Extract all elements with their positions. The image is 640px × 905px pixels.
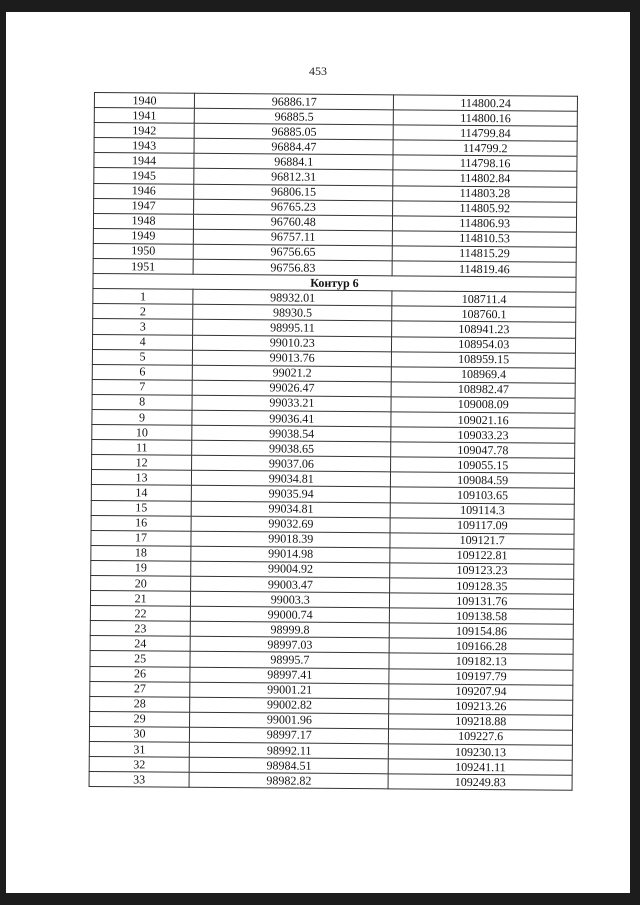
x-coordinate-cell: 99021.2 [192,365,391,382]
point-number-cell: 1950 [93,243,193,259]
point-number-cell: 26 [90,666,190,682]
point-number-cell: 14 [91,485,191,501]
y-coordinate-cell: 114803.28 [393,185,577,202]
point-number-cell: 30 [89,726,189,742]
x-coordinate-cell: 96885.5 [194,108,393,125]
y-coordinate-cell: 109230.13 [389,744,573,761]
x-coordinate-cell: 99035.94 [191,486,390,503]
y-coordinate-cell: 109154.86 [390,623,574,640]
point-number-cell: 33 [89,772,189,788]
y-coordinate-cell: 114802.84 [393,170,577,187]
point-number-cell: 1945 [94,168,194,184]
x-coordinate-cell: 99001.96 [190,712,389,729]
y-coordinate-cell: 109138.58 [390,608,574,625]
point-number-cell: 27 [90,681,190,697]
point-number-cell: 9 [92,409,192,425]
x-coordinate-cell: 96884.1 [194,154,393,171]
x-coordinate-cell: 99003.3 [191,591,390,608]
point-number-cell: 1944 [94,153,194,169]
x-coordinate-cell: 98999.8 [190,622,389,639]
point-number-cell: 32 [89,757,189,773]
point-number-cell: 1951 [93,259,193,275]
x-coordinate-cell: 99001.21 [190,682,389,699]
x-coordinate-cell: 99036.41 [192,410,391,427]
y-coordinate-cell: 109021.16 [391,412,575,429]
x-coordinate-cell: 96884.47 [194,139,393,156]
x-coordinate-cell: 98997.03 [190,637,389,654]
y-coordinate-cell: 109131.76 [390,593,574,610]
page-number: 453 [309,64,327,78]
x-coordinate-cell: 99000.74 [191,606,390,623]
x-coordinate-cell: 98930.5 [193,305,392,322]
x-coordinate-cell: 99038.54 [192,425,391,442]
point-number-cell: 31 [89,742,189,758]
y-coordinate-cell: 109123.23 [390,563,574,580]
y-coordinate-cell: 108982.47 [392,382,576,399]
point-number-cell: 10 [92,425,192,441]
y-coordinate-cell: 108954.03 [392,336,576,353]
point-number-cell: 25 [90,651,190,667]
y-coordinate-cell: 109008.09 [391,397,575,414]
y-coordinate-cell: 114819.46 [393,261,577,278]
point-number-cell: 1940 [94,93,194,109]
x-coordinate-cell: 96757.11 [193,229,392,246]
x-coordinate-cell: 96806.15 [194,184,393,201]
x-coordinate-cell: 98997.41 [190,667,389,684]
point-number-cell: 1947 [94,198,194,214]
point-number-cell: 7 [92,379,192,395]
x-coordinate-cell: 99002.82 [190,697,389,714]
y-coordinate-cell: 109218.88 [389,714,573,731]
point-number-cell: 3 [93,319,193,335]
point-number-cell: 28 [90,696,190,712]
point-number-cell: 21 [90,591,190,607]
x-coordinate-cell: 96812.31 [194,169,393,186]
point-number-cell: 8 [92,394,192,410]
y-coordinate-cell: 114798.16 [393,155,577,172]
y-coordinate-cell: 109207.94 [389,683,573,700]
y-coordinate-cell: 109197.79 [389,668,573,685]
y-coordinate-cell: 114806.93 [393,216,577,233]
x-coordinate-cell: 98997.17 [190,727,389,744]
x-coordinate-cell: 98982.82 [189,772,388,789]
point-number-cell: 11 [92,440,192,456]
y-coordinate-cell: 109103.65 [391,487,575,504]
x-coordinate-cell: 99004.92 [191,561,390,578]
point-number-cell: 29 [90,711,190,727]
y-coordinate-cell: 109114.3 [391,502,575,519]
y-coordinate-cell: 108969.4 [392,367,576,384]
y-coordinate-cell: 109213.26 [389,699,573,716]
x-coordinate-cell: 96885.05 [194,123,393,140]
y-coordinate-cell: 109055.15 [391,457,575,474]
x-coordinate-cell: 99037.06 [192,456,391,473]
point-number-cell: 5 [92,349,192,365]
document-page [6,12,630,893]
point-number-cell: 17 [91,530,191,546]
x-coordinate-cell: 96756.83 [193,259,392,276]
point-number-cell: 1949 [93,228,193,244]
y-coordinate-cell: 114815.29 [393,246,577,263]
point-number-cell: 19 [91,560,191,576]
x-coordinate-cell: 99014.98 [191,546,390,563]
point-number-cell: 1942 [94,123,194,139]
x-coordinate-cell: 98932.01 [193,290,392,307]
point-number-cell: 1 [93,289,193,305]
table-row [89,772,572,791]
x-coordinate-cell: 98992.11 [189,742,388,759]
point-number-cell: 15 [91,500,191,516]
x-coordinate-cell: 99038.65 [192,440,391,457]
y-coordinate-cell: 109241.11 [389,759,573,776]
x-coordinate-cell: 99010.23 [193,335,392,352]
y-coordinate-cell: 109249.83 [388,774,572,791]
y-coordinate-cell: 114799.2 [393,140,577,157]
point-number-cell: 24 [90,636,190,652]
x-coordinate-cell: 96765.23 [194,199,393,216]
point-number-cell: 23 [90,621,190,637]
y-coordinate-cell: 114800.16 [394,110,578,127]
point-number-cell: 12 [92,455,192,471]
x-coordinate-cell: 96760.48 [194,214,393,231]
y-coordinate-cell: 109033.23 [391,427,575,444]
x-coordinate-cell: 99033.21 [192,395,391,412]
x-coordinate-cell: 99003.47 [191,576,390,593]
x-coordinate-cell: 99032.69 [191,516,390,533]
y-coordinate-cell: 109128.35 [390,578,574,595]
section-title: Контур 6 [93,274,576,293]
point-number-cell: 18 [91,545,191,561]
point-number-cell: 1948 [93,213,193,229]
point-number-cell: 13 [91,470,191,486]
x-coordinate-cell: 98995.7 [190,652,389,669]
point-number-cell: 20 [91,575,191,591]
x-coordinate-cell: 99026.47 [192,380,391,397]
y-coordinate-cell: 109084.59 [391,472,575,489]
y-coordinate-cell: 114805.92 [393,201,577,218]
y-coordinate-cell: 109047.78 [391,442,575,459]
x-coordinate-cell: 98995.11 [193,320,392,337]
y-coordinate-cell: 109121.7 [390,533,574,550]
y-coordinate-cell: 109117.09 [390,517,574,534]
point-number-cell: 4 [92,334,192,350]
x-coordinate-cell: 96756.65 [193,244,392,261]
x-coordinate-cell: 98984.51 [189,757,388,774]
y-coordinate-cell: 109227.6 [389,729,573,746]
coordinates-table [89,92,578,791]
point-number-cell: 2 [93,304,193,320]
x-coordinate-cell: 96886.17 [195,93,394,110]
y-coordinate-cell: 108760.1 [392,306,576,323]
y-coordinate-cell: 114810.53 [393,231,577,248]
y-coordinate-cell: 109122.81 [390,548,574,565]
y-coordinate-cell: 109166.28 [390,638,574,655]
x-coordinate-cell: 99013.76 [193,350,392,367]
y-coordinate-cell: 114799.84 [394,125,578,142]
point-number-cell: 16 [91,515,191,531]
y-coordinate-cell: 109182.13 [389,653,573,670]
y-coordinate-cell: 108941.23 [392,321,576,338]
x-coordinate-cell: 99034.81 [191,501,390,518]
x-coordinate-cell: 99034.81 [192,471,391,488]
y-coordinate-cell: 114800.24 [394,95,578,112]
point-number-cell: 1941 [94,108,194,124]
point-number-cell: 1946 [94,183,194,199]
y-coordinate-cell: 108711.4 [392,291,576,308]
point-number-cell: 22 [90,606,190,622]
point-number-cell: 1943 [94,138,194,154]
x-coordinate-cell: 99018.39 [191,531,390,548]
point-number-cell: 6 [92,364,192,380]
y-coordinate-cell: 108959.15 [392,351,576,368]
